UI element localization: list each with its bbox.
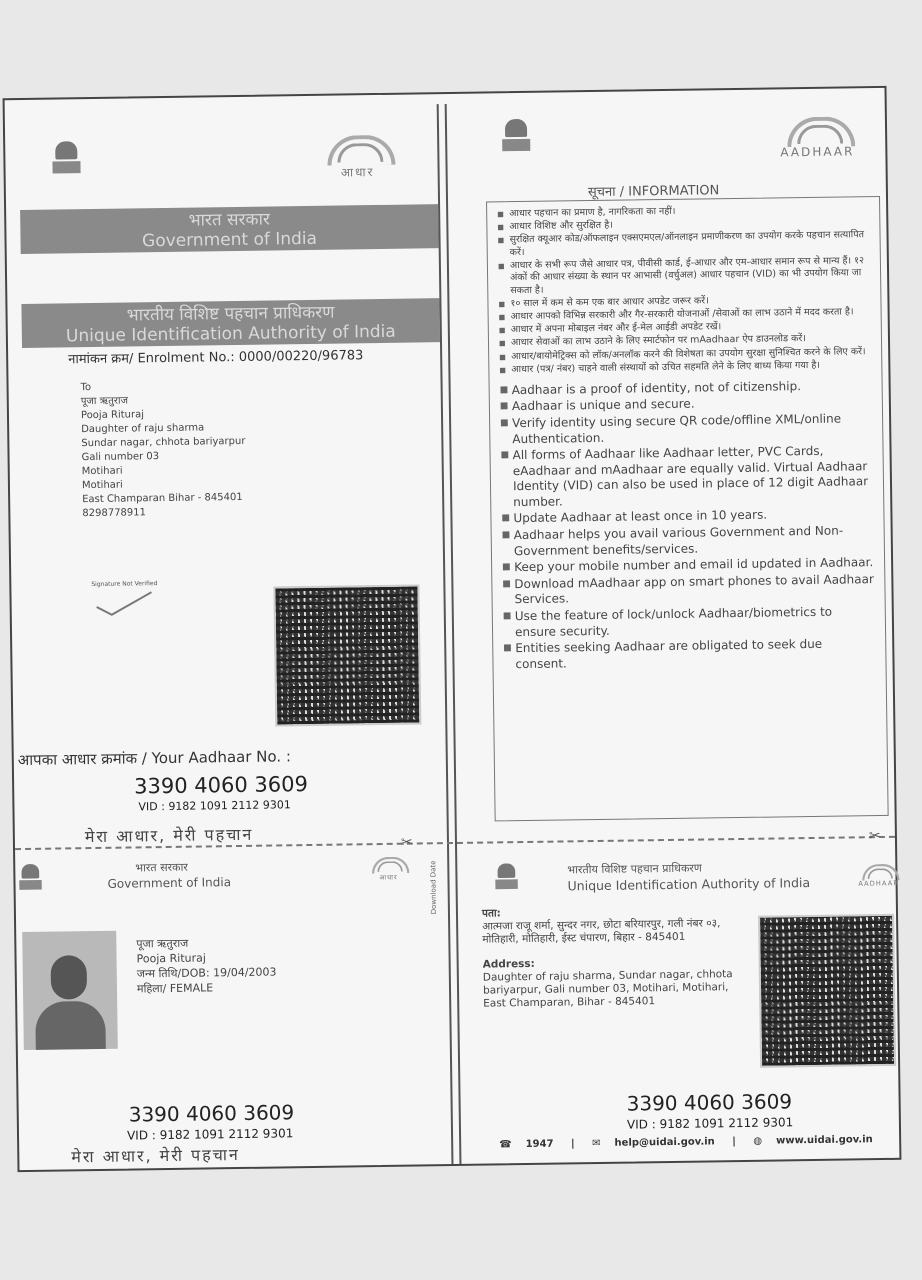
address-hindi: आत्मजा राजू शर्मा, सुन्दर नगर, छोटा बरियारपुर, गली नंबर ०३, मोतिहारी, मोतिहारी, ईस्ट चंपारण, बिहार - 845401	[482, 917, 721, 946]
list-item: ■ आधार के सभी रूप जैसे आधार पत्र, पीवीसी कार्ड, ई-आधार और एम-आधार समान रूप से मान्य हैं। १२ अंकों की आधार संख्या के स्थान पर आभासी (वर्चुअल) आधार पहचान (VID) का भी उपयोग किया जा सकता है।	[498, 255, 870, 298]
hindi-info-list	[487, 197, 881, 377]
list-item: ■ Download mAadhaar app on smart phones to avail Aadhaar Services.	[502, 572, 874, 608]
list-item: ■ १० साल में कम से कम एक बार आधार अपडेट जरूर करें।	[498, 293, 870, 311]
list-item: ■ Aadhaar is a proof of identity, not of citizenship.	[500, 378, 872, 399]
vid-number: VID : 9182 1091 2112 9301	[138, 798, 291, 814]
address-block	[482, 904, 749, 1011]
email-link[interactable]: help@uidai.gov.in	[614, 1136, 715, 1149]
aadhaar-logo-text: आधार	[379, 873, 398, 882]
list-item: ■ Aadhaar helps you avail various Government and Non- Government benefits/services.	[502, 523, 874, 559]
uidai-heading-en: Unique Identification Authority of India	[567, 875, 811, 894]
list-item: ■ आधार पहचान का प्रमाण है, नागरिकता का नहीं।	[497, 203, 869, 221]
tagline: मेरा आधार, मेरी पहचान	[84, 824, 254, 847]
government-hi: भारत सरकार	[188, 209, 271, 231]
signature-check-icon	[91, 588, 161, 619]
aadhaar-number: 3390 4060 3609	[626, 1089, 793, 1116]
list-item: ■ आधार आपको विभिन्न सरकारी और गैर-सरकारी योजनाओं /सेवाओं का लाभ उठाने में मदद करता है।	[499, 306, 871, 324]
address-line: Sundar nagar, chhota bariyarpur	[81, 435, 246, 450]
aadhaar-logo	[365, 857, 412, 882]
aadhaar-logo-text: AADHAAR	[780, 144, 855, 160]
gov-heading-en: Government of India	[107, 875, 232, 891]
scissors-icon: ✂	[400, 834, 413, 851]
english-info-list	[489, 372, 885, 673]
government-en: Government of India	[141, 228, 318, 252]
address-line: Pooja Rituraj	[80, 409, 145, 422]
globe-icon: ◍	[753, 1135, 763, 1147]
list-item: ■ Keep your mobile number and email id updated in Aadhaar.	[502, 555, 874, 576]
digital-signature	[91, 580, 162, 622]
list-item: ■ आधार (पत्र/ नंबर) चाहने वाली संस्थायों को उचित सहमति लेने के लिए बाध्य किया गया है।	[499, 359, 871, 377]
person-details	[136, 934, 277, 996]
date-of-birth: जन्म तिथि/DOB: 19/04/2003	[136, 965, 277, 981]
gender: महिला/ FEMALE	[136, 981, 214, 996]
footer-contacts	[499, 1134, 887, 1150]
address-line: East Champaran Bihar - 845401	[82, 491, 243, 506]
address-label-hi: पता:	[481, 907, 501, 920]
vid-number: VID : 9182 1091 2112 9301	[626, 1115, 794, 1132]
address-english: Daughter of raju sharma, Sundar nagar, chhota bariyarpur, Gali number 03, Motihari, Motihari, East Champaran, Bihar - 845401	[482, 968, 733, 1010]
uidai-hi: भारतीय विशिष्ट पहचान प्राधिकरण	[126, 302, 335, 326]
national-emblem-icon	[17, 864, 45, 898]
government-band	[20, 204, 439, 254]
uidai-heading-hi: भारतीय विशिष्ट पहचान प्राधिकरण	[567, 861, 702, 877]
tagline: मेरा आधार, मेरी पहचान	[71, 1145, 240, 1167]
national-emblem-icon	[493, 863, 521, 897]
website-link[interactable]: www.uidai.gov.in	[776, 1134, 873, 1147]
list-item: ■ आधार/बायोमेट्रिक्स को लॉक/अनलॉक करने की विशेषता का उपयोग सुरक्षा सुनिश्चित करने के लिए करें।	[499, 346, 871, 364]
address-line: पूजा ऋतुराज	[80, 395, 129, 408]
address-line: 8298778911	[82, 507, 147, 520]
separator: |	[732, 1136, 736, 1148]
address-line: Daughter of raju sharma	[81, 422, 205, 436]
list-item: ■ Update Aadhaar at least once in 10 years.	[501, 507, 873, 528]
aadhaar-number: 3390 4060 3609	[128, 1100, 295, 1127]
list-item: ■ आधार सेवाओं का लाभ उठाने के लिए स्मार्टफोन पर mAadhaar ऐप डाउनलोड करें।	[499, 333, 871, 351]
info-box	[486, 196, 889, 821]
phone-icon: ☎	[499, 1139, 512, 1151]
address-line: Gali number 03	[81, 451, 160, 464]
photograph	[22, 931, 118, 1050]
list-item: ■ Verify identity using secure QR code/offline XML/online Authentication.	[500, 411, 872, 447]
name-english: Pooja Rituraj	[136, 951, 206, 966]
phone-number: 1947	[525, 1138, 554, 1151]
address-label-en: Address:	[482, 957, 535, 971]
qr-code	[758, 914, 896, 1068]
list-item: ■ Aadhaar is unique and secure.	[500, 394, 872, 415]
separator: |	[570, 1138, 575, 1150]
list-item: ■ आधार में अपना मोबाइल नंबर और ई-मेल आईडी अपडेट रखें।	[499, 319, 871, 337]
list-item: ■ Use the feature of lock/unlock Aadhaar/biometrics to ensure security.	[503, 604, 875, 640]
information-panel	[447, 88, 895, 834]
aadhaar-logo	[855, 864, 902, 889]
list-item: ■ सुरक्षित क्यूआर कोड/ऑफलाइन एक्सएमएल/ऑनलाइन प्रमाणीकरण का उपयोग करके पहचान सत्यापित करें।	[497, 229, 869, 259]
recipient-address	[81, 379, 247, 521]
aadhaar-number: 3390 4060 3609	[133, 772, 309, 799]
uidai-en: Unique Identification Authority of India	[65, 321, 396, 347]
mail-icon: ✉	[592, 1137, 601, 1150]
list-item: ■ All forms of Aadhaar like Aadhaar letter, PVC Cards, eAadhaar and mAadhaar are equally valid. Virtual Aadhaar Identity (VID) can also be used in place of 12 digit Aadhaar number.	[500, 443, 873, 511]
scissors-icon: ✂	[868, 828, 881, 845]
aadhaar-logo-text: आधार	[340, 165, 375, 180]
gov-heading-hi: भारत सरकार	[135, 860, 188, 875]
aadhaar-logo	[315, 135, 400, 180]
name-hindi: पूजा ऋतुराज	[136, 936, 189, 951]
info-title: सूचना / INFORMATION	[587, 183, 720, 201]
address-line: Motihari	[81, 479, 123, 492]
your-aadhaar-label: आपका आधार क्रमांक / Your Aadhaar No. :	[17, 747, 292, 770]
aadhaar-logo-text: AADHAAR	[858, 879, 900, 888]
enrolment-number: नामांकन क्रम/ Enrolment No.: 0000/00220/96783	[68, 348, 364, 368]
list-item: ■ आधार विशिष्ट और सुरक्षित है।	[497, 216, 869, 234]
download-date-vertical: Download Date	[429, 860, 438, 915]
list-item: ■ Entities seeking Aadhaar are obligated to seek due consent.	[503, 636, 875, 672]
uidai-band	[21, 298, 440, 348]
vid-number: VID : 9182 1091 2112 9301	[126, 1126, 294, 1143]
qr-code	[273, 584, 421, 726]
address-line: To	[80, 382, 92, 394]
address-line: Motihari	[81, 465, 123, 478]
aadhaar-letter	[3, 86, 902, 1172]
national-emblem-icon	[49, 141, 84, 183]
signature-note: Signature Not Verified	[91, 580, 158, 589]
